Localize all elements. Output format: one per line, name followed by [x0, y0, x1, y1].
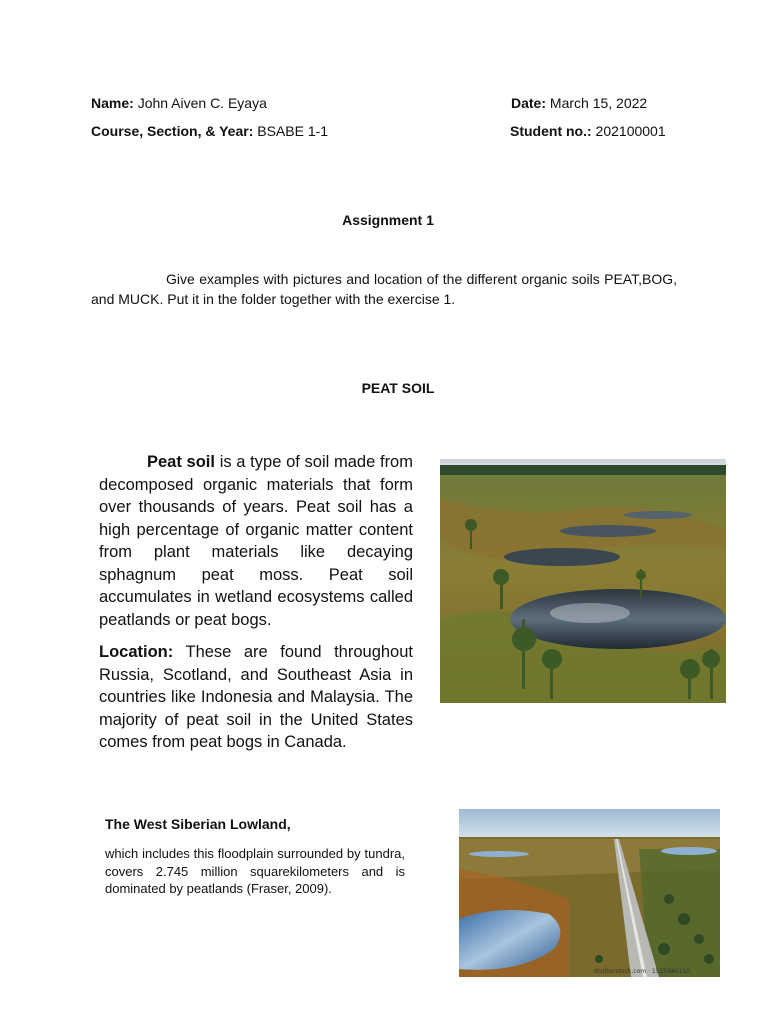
peat-soil-description	[99, 451, 413, 631]
student-no-label: Student no.:	[510, 123, 592, 139]
name-label: Name:	[91, 95, 134, 111]
peat-bog-photo	[440, 459, 726, 703]
date-value: March 15, 2022	[549, 95, 648, 111]
peat-soil-heading: PEAT SOIL	[361, 380, 435, 396]
photo-credit: shutterstock.com · 1525680110	[593, 968, 690, 975]
peat-location-paragraph	[99, 641, 413, 754]
date-label: Date:	[511, 95, 547, 111]
name-line	[91, 94, 267, 112]
course-line	[91, 122, 328, 140]
siberia-aerial-photo	[459, 809, 720, 977]
course-value: BSABE 1-1	[257, 123, 329, 139]
assignment-title: Assignment 1	[342, 212, 434, 228]
student-no-value: 202100001	[595, 123, 666, 139]
peat-soil-description-text: is a type of soil made from decomposed organic materials that form over thousands of years. Peat soil has a high percentage of organic matter content from plant materials like decaying sphagnum peat moss. Peat soil accumulates in wetland ecosystems called peatlands or peat bogs.	[99, 453, 413, 629]
location-text: These are found throughout Russia, Scotland, and Southeast Asia in countries like Indonesia and Malaysia. The majority of peat soil in the United States comes from peat bogs in Canada.	[99, 643, 413, 751]
assignment-instructions: Give examples with pictures and location of the different organic soils PEAT,BOG, and MUCK. Put it in the folder together with the exercise 1.	[91, 271, 677, 307]
peat-soil-term: Peat soil	[147, 453, 215, 471]
location-label: Location:	[99, 643, 174, 661]
name-value: John Aiven C. Eyaya	[137, 95, 267, 111]
student-no-line	[510, 122, 666, 140]
siberia-description: which includes this floodplain surrounded by tundra, covers 2.745 million squarekilometers and is dominated by peatlands (Fraser, 2009).	[105, 846, 405, 896]
course-label: Course, Section, & Year:	[91, 123, 254, 139]
date-line	[511, 94, 647, 112]
siberia-heading: The West Siberian Lowland,	[105, 816, 291, 832]
